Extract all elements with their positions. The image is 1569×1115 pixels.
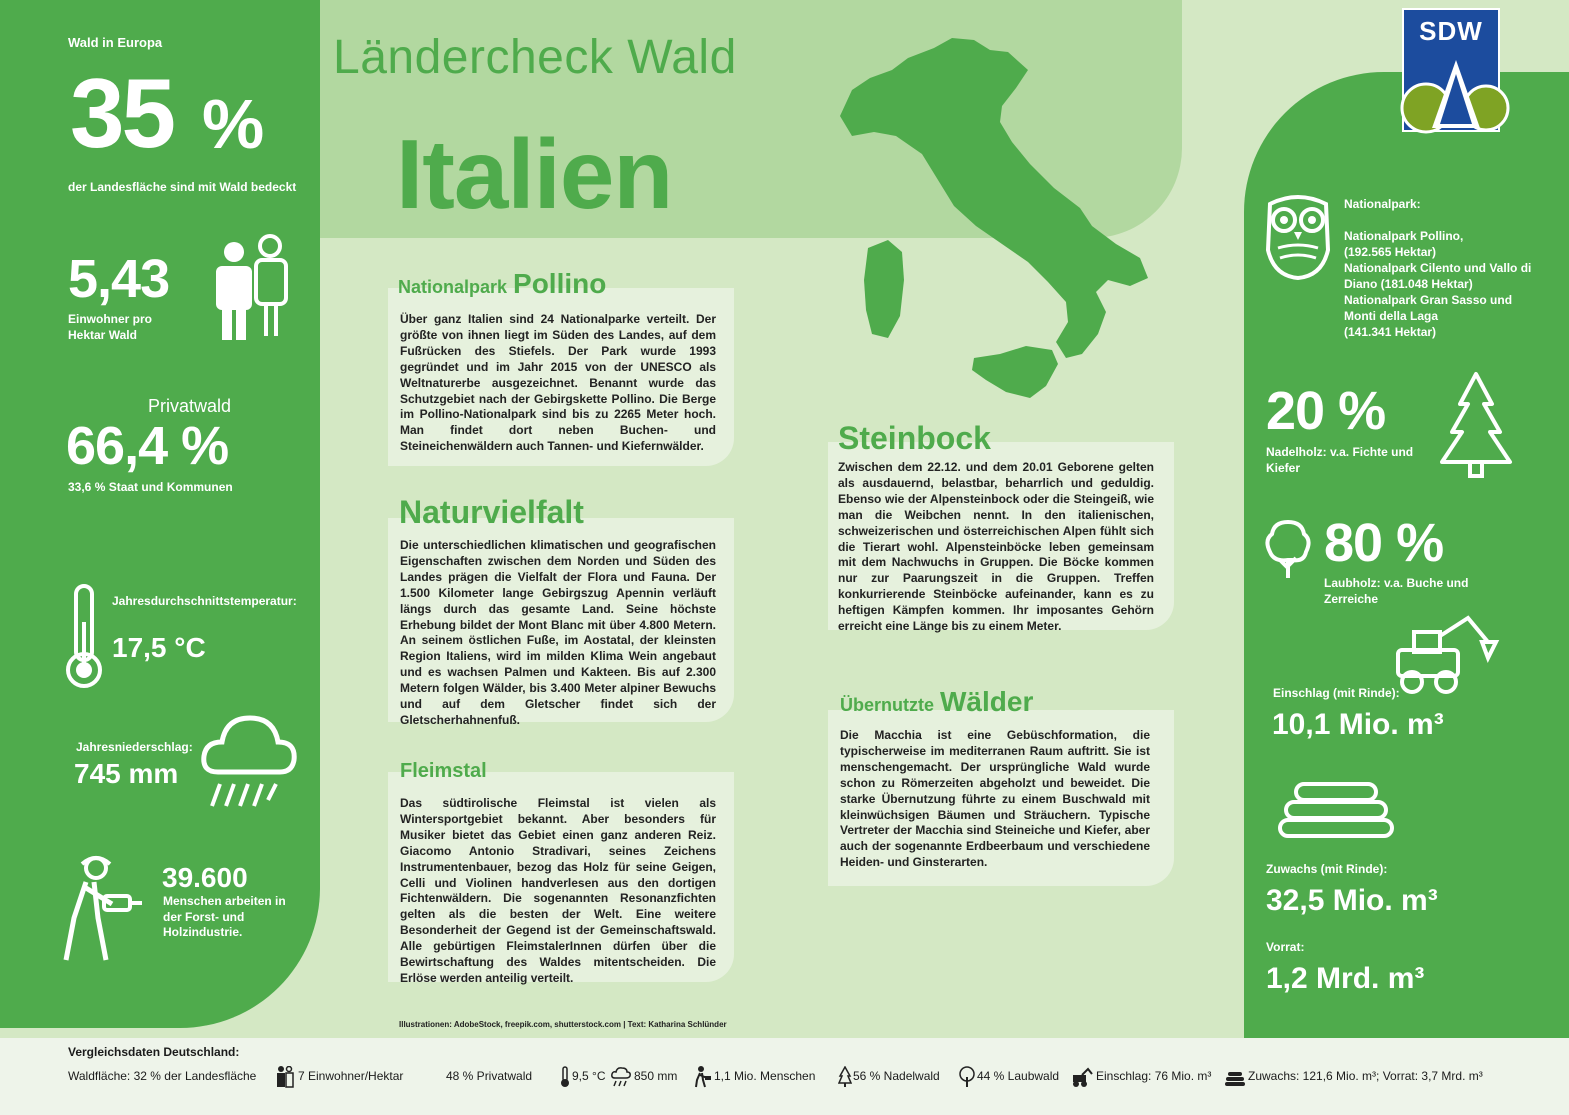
left-stats-panel (0, 0, 320, 1028)
pollino-title (398, 268, 606, 300)
stock-label: Vorrat: (1266, 940, 1305, 954)
footer-temperature: 9,5 °C (572, 1069, 606, 1083)
deciduous-tree-icon (958, 1066, 976, 1088)
fir-tree-icon (838, 1066, 852, 1088)
chainsaw-worker-icon (694, 1066, 712, 1088)
private-forest-caption: 33,6 % Staat und Kommunen (68, 480, 233, 494)
footer-workers: 1,1 Mio. Menschen (714, 1069, 816, 1083)
private-forest-label: Privatwald (148, 396, 232, 416)
workers-caption: Menschen arbeiten in der Forst- und Holzindustrie. (163, 894, 286, 940)
footer-conifer: 56 % Nadelwald (853, 1069, 940, 1083)
deciduous-tree-icon (1264, 518, 1312, 582)
list-item: Nationalpark Cilento und Vallo di Diano (181.048 Hektar) (1344, 261, 1532, 291)
pollino-body: Über ganz Italien sind 24 Nationalparke verteilt. Der größte von ihnen liegt im Süden des Landes, auf dem Fußrücken des Stiefels. Der Park wurde 1993 gegründet und im Jahr 2015 von der UNESCO als Weltnaturerbe ausgezeichnet. Benannt wurde das Schutzgebiet nach der Gebirgskette Pollino. Die Berge im Pollino-Nationalpark sind bis zu 2265 Meter hoch. Man findet dort neben Buchen- und Steineichenwäldern auch Tannen- und Kiefernwälder. (400, 312, 716, 454)
sdw-logo (1402, 8, 1500, 132)
list-item: Nationalpark Pollino, (1344, 229, 1464, 243)
pollino-title-main: Pollino (513, 268, 607, 299)
national-parks-title: Nationalpark: (1344, 197, 1421, 211)
footer-precipitation: 850 mm (634, 1069, 678, 1083)
footer-felling: Einschlag: 76 Mio. m³ (1096, 1069, 1212, 1083)
fir-tree-icon (1436, 370, 1516, 480)
credits-line: Illustrationen: AdobeStock, freepik.com, shutterstock.com | Text: Katharina Schlünder (399, 1020, 727, 1029)
growth-label: Zuwachs (mit Rinde): (1266, 862, 1388, 876)
naturvielfalt-body: Die unterschiedlichen klimatischen und geografischen Eigenschaften zwischen dem Norden und Süden des Landes prägen die Vielfalt der Flora und Fauna. Der 1.500 Kilometer lange Gebirgszug Apennin verläuft längs durch das gesamte Land. Seine höchste Erhebung bildet der Mont Blanc mit über 4.800 Metern. An seinem östlichen Fuße, im Aostatal, der kleinsten Region Italiens, wird im milden Klima Wein angebaut und es wachsen Palmen und Kakteen. Bis auf 2.300 Metern folgen Wälder, bis 3.400 Meter alpiner Bewuchs und auf dem Gletscher findet sich der Gletscherhahnenfuß. (400, 538, 716, 727)
naturvielfalt-title: Naturvielfalt (399, 494, 584, 530)
residents-caption: Einwohner pro Hektar Wald (68, 312, 152, 342)
footer-forest-area: Waldfläche: 32 % der Landesfläche (68, 1069, 257, 1083)
comparison-footer (0, 1038, 1569, 1115)
private-forest-value: 66,4 % (66, 416, 229, 476)
document-heading: Ländercheck Wald (333, 31, 737, 84)
forest-europe-label: Wald in Europa (68, 35, 163, 50)
footer-title: Vergleichsdaten Deutschland: (68, 1045, 240, 1059)
precipitation-value: 745 mm (74, 758, 179, 789)
steinbock-body: Zwischen dem 22.12. und dem 20.01 Geborene gelten als ausdauernd, belastbar, beharrlich und geduldig. Ebenso wie der Alpensteinbock oder die Steingeiß, wie man die Weibchen nennt. In den italienischen, schweizerischen und österreichischen Alpen fühlt sich die Tierart wohl. Alpensteinböcke leben gemeinsam mit dem Nachwuchs in Gruppen. Die Böcke kommen nur zur Paarungszeit in die Gruppen. Treffen konkurrierende Steinböcke aufeinander, kann es zu heftigen Kämpfen kommen. Ihr imposantes Gehörn erreicht eine Länge bis zu einem Meter. (838, 460, 1154, 634)
fleimstal-title: Fleimstal (400, 760, 487, 782)
list-item: (192.565 Hektar) (1344, 245, 1437, 259)
owl-icon (1262, 190, 1334, 282)
precipitation-label: Jahresniederschlag: (76, 740, 193, 754)
country-title: Italien (396, 119, 673, 229)
sdw-logo-text: SDW (1419, 16, 1483, 46)
uebernutzte-title (840, 686, 1033, 718)
conifer-share-value: 20 % (1266, 381, 1386, 441)
harvester-icon (1392, 612, 1504, 696)
uebernutzte-title-main: Wälder (940, 686, 1034, 717)
log-pile-icon (1224, 1066, 1246, 1088)
fleimstal-body: Das südtirolische Fleimstal ist vielen als Wintersportgebiet bekannt. Aber besonders für Musiker bietet das Gebiet einen ganz anderen Reiz. Giacomo Antonio Stradivari, seines Zeichens Instrumentenbauer, bezog das Holz für seine Geigen, Celli und Violinen handverlesen aus den dortigen Fichtenwäldern. Die sogenannten Resonanzfichten gelten als die besten der Welt. Eine weitere Besonderheit der Gegend ist der Gemeinschaftswald. Alle gebürtigen FleimstalerInnen dürfen über die Bewirtschaftung des Waldes mitentscheiden. Die Erlöse werden anteilig verteilt. (400, 796, 716, 985)
rain-cloud-icon (198, 708, 300, 812)
italy-map (830, 30, 1160, 410)
sdw-logo-trees-icon (1390, 56, 1514, 136)
thermometer-icon (62, 582, 106, 692)
log-pile-icon (1276, 780, 1398, 840)
pollino-title-prefix: Nationalpark (398, 277, 508, 297)
footer-deciduous: 44 % Laubwald (977, 1069, 1060, 1083)
temperature-label: Jahresdurchschnittstemperatur: (112, 594, 297, 608)
forest-coverage-unit: % (202, 85, 265, 163)
felling-label: Einschlag (mit Rinde): (1273, 686, 1400, 700)
conifer-share-caption: Nadelholz: v.a. Fichte und Kiefer (1266, 445, 1414, 475)
harvester-icon (1072, 1066, 1094, 1088)
footer-residents: 7 Einwohner/Hektar (298, 1069, 404, 1083)
people-icon (276, 1066, 294, 1088)
thermometer-icon (560, 1066, 570, 1088)
steinbock-title: Steinbock (838, 420, 991, 456)
workers-value: 39.600 (162, 862, 248, 893)
residents-value: 5,43 (68, 249, 170, 309)
people-icon (212, 232, 294, 344)
national-parks-list (1344, 228, 1534, 340)
forest-coverage-value: 35 (70, 58, 174, 168)
list-item: (141.341 Hektar) (1344, 325, 1437, 339)
deciduous-share-value: 80 % (1324, 513, 1444, 573)
footer-private-forest: 48 % Privatwald (446, 1069, 533, 1083)
temperature-value: 17,5 °C (112, 632, 206, 663)
rain-cloud-icon (610, 1066, 632, 1088)
list-item: Nationalpark Gran Sasso und Monti della Laga (1344, 293, 1513, 323)
growth-value: 32,5 Mio. m³ (1266, 884, 1438, 917)
felling-value: 10,1 Mio. m³ (1272, 708, 1444, 741)
stock-value: 1,2 Mrd. m³ (1266, 962, 1425, 995)
footer-growth-stock: Zuwachs: 121,6 Mio. m³; Vorrat: 3,7 Mrd. m³ (1248, 1069, 1483, 1083)
forest-coverage-caption: der Landesfläche sind mit Wald bedeckt (68, 180, 297, 194)
deciduous-share-caption: Laubholz: v.a. Buche und Zerreiche (1324, 576, 1469, 606)
chainsaw-worker-icon (56, 852, 142, 968)
uebernutzte-body: Die Macchia ist eine Gebüschformation, die typischerweise im mediterranen Raum auftritt. Sie ist menschengemacht. Der ursprüngliche Wald wurde schon zu Römerzeiten abgeholzt und beweidet. Die starke Übernutzung führte zu einem Buschwald mit kleinwüchsigen Bäumen und Sträuchern. Typische Vertreter der Macchia sind Steineiche und Kiefer, aber auch der sogenannte Erdbeerbaum und verschiedene Heiden- und Ginsterarten. (840, 728, 1150, 870)
uebernutzte-title-prefix: Übernutzte (840, 695, 934, 715)
